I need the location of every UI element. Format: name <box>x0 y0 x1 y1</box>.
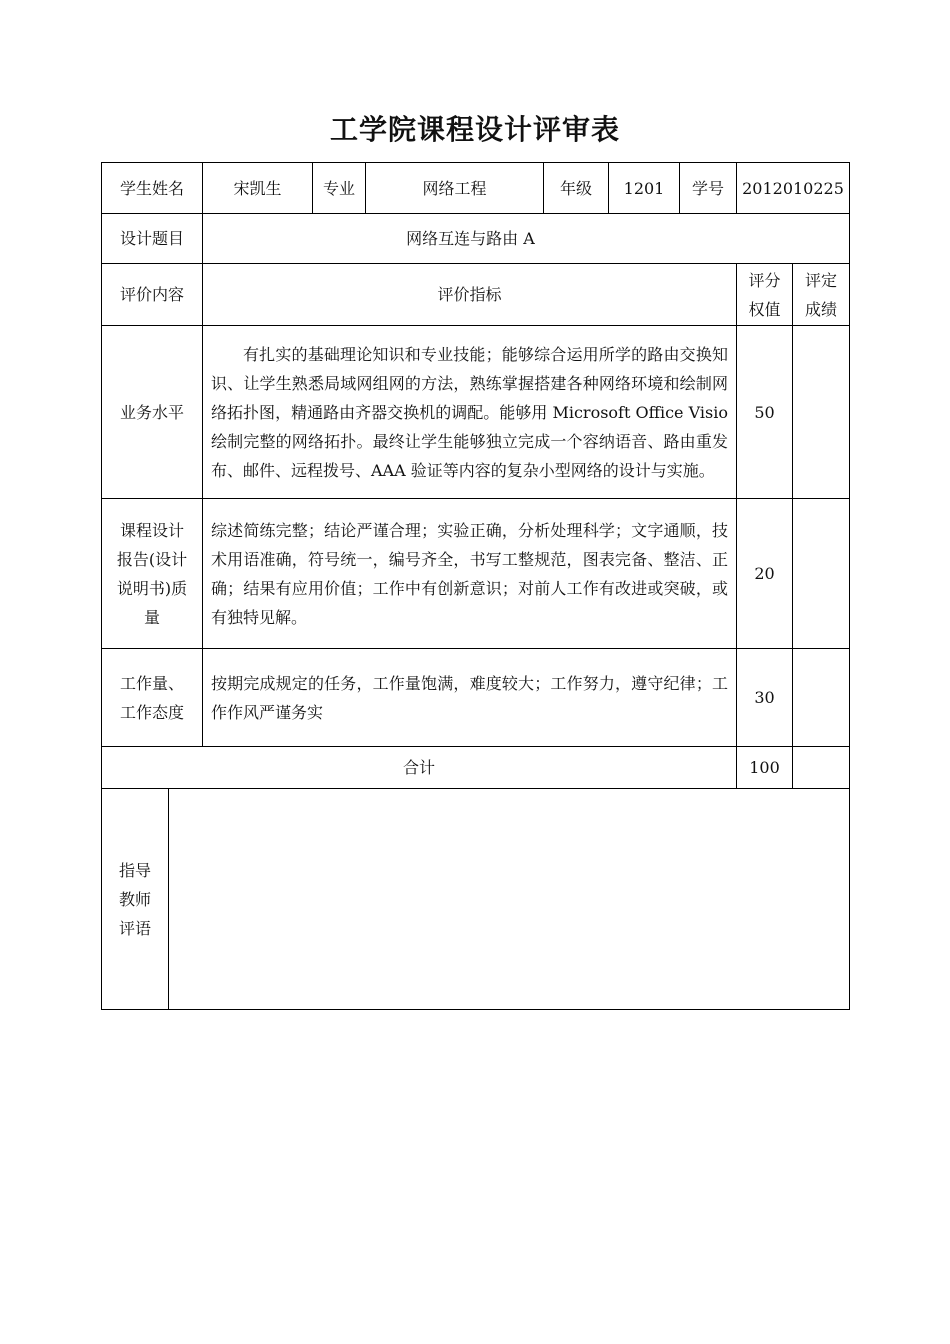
row-label-line: 量 <box>143 607 160 627</box>
topic-label: 设计题目 <box>119 229 184 248</box>
row-label-line: 工作态度 <box>119 702 184 722</box>
row-label-business-level: 业务水平 <box>119 402 184 422</box>
column-result <box>793 264 849 325</box>
name-value: 宋凯生 <box>233 178 282 198</box>
row-label-report-quality <box>102 499 202 648</box>
comment-label-line: 评语 <box>118 918 151 938</box>
row-weight-report-quality: 20 <box>754 564 775 583</box>
column-content: 评价内容 <box>119 285 184 304</box>
student-id-label: 学号 <box>691 178 724 198</box>
row-criteria-report-quality <box>203 499 736 648</box>
grade-value: 1201 <box>623 178 665 198</box>
column-result-line2: 成绩 <box>804 299 837 319</box>
student-id-value: 2012010225 <box>742 178 844 198</box>
page-title: 工学院课程设计评审表 <box>329 113 620 146</box>
criteria-text: 有扎实的基础理论知识和专业技能；能够综合运用所学的路由交换知识、让学生熟悉局域网组网的方法，熟练掌握搭建各种网络环境和绘制网络拓扑图，精通路由齐器交换机的调配。能够用 Microsoft Office Visio 绘制完整的网络拓扑。最终让学生能够独立完成一个容纳语音、路由重发布、邮件、远程拨号、AAA 验证等内容的复杂小型网络的设计与实施。 <box>211 344 728 480</box>
total-weight: 100 <box>749 758 780 777</box>
topic-value: 网络互连与路由 A <box>406 229 535 248</box>
total-result <box>793 747 849 788</box>
column-weight-line2: 权值 <box>748 299 781 319</box>
row-label-line: 课程设计 <box>119 520 184 540</box>
total-label: 合计 <box>402 758 435 777</box>
criteria-text: 综述简练完整；结论严谨合理；实验正确，分析处理科学；文字通顺，技术用语准确，符号统一，编号齐全，书写工整规范，图表完备、整洁、正确；结果有应用价值；工作中有创新意识；对前人工作有改进或突破，或有独特见解。 <box>211 520 728 627</box>
row-result-workload-attitude <box>793 649 849 746</box>
grade-label: 年级 <box>559 178 592 198</box>
row-label-line: 报告(设计 <box>116 549 188 569</box>
column-criteria: 评价指标 <box>437 285 502 304</box>
major-label: 专业 <box>322 178 355 198</box>
row-label-workload-attitude <box>102 649 202 746</box>
major-value: 网络工程 <box>422 178 487 198</box>
criteria-text: 按期完成规定的任务，工作量饱满，难度较大；工作努力，遵守纪律；工作作风严谨务实 <box>211 673 728 722</box>
comment-label-line: 指导 <box>118 860 151 880</box>
name-label: 学生姓名 <box>119 178 184 198</box>
row-result-report-quality <box>793 499 849 648</box>
row-label-line: 工作量、 <box>119 673 184 693</box>
row-weight-workload-attitude: 30 <box>754 688 775 707</box>
column-weight <box>737 264 792 325</box>
advisor-comment-label <box>102 789 168 1009</box>
row-criteria-workload-attitude <box>203 649 736 746</box>
comment-label-line: 教师 <box>118 889 151 909</box>
row-weight-business-level: 50 <box>754 402 775 422</box>
advisor-comment-area[interactable] <box>169 789 849 1009</box>
column-result-line1: 评定 <box>804 270 837 290</box>
row-label-line: 说明书)质 <box>116 578 188 598</box>
row-criteria-business-level <box>203 326 736 498</box>
column-weight-line1: 评分 <box>748 270 781 290</box>
row-result-business-level <box>793 326 849 498</box>
